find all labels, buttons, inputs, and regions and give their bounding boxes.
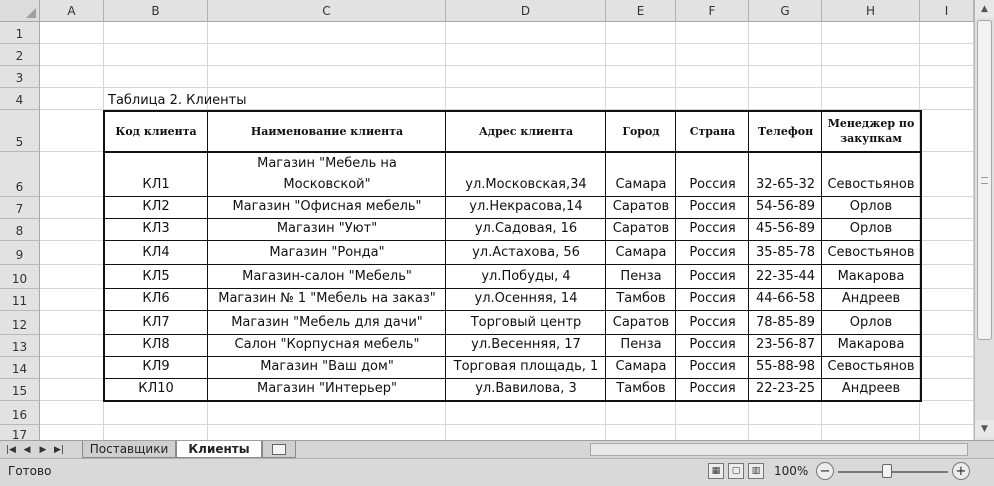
table-cell[interactable]: 54-56-89 <box>755 199 815 214</box>
table-cell[interactable]: ул.Осенняя, 14 <box>474 291 578 306</box>
cell-line: Магазин "Мебель на <box>257 155 397 171</box>
next-sheet-icon[interactable]: ▶ <box>39 444 47 455</box>
table-header-cell[interactable]: Страна <box>689 124 736 138</box>
gridline-horizontal <box>40 65 974 66</box>
table-cell[interactable]: Самара <box>615 245 667 260</box>
row-header-10[interactable]: 10 <box>0 265 40 289</box>
table-cell[interactable]: Салон "Корпусная мебель" <box>234 337 420 352</box>
table-border <box>675 110 676 401</box>
tab-clients[interactable]: Клиенты <box>176 441 262 458</box>
table-cell[interactable]: Магазин "Мебель для дачи" <box>231 315 423 330</box>
sheet-tab-bar <box>0 440 994 458</box>
zoom-level[interactable]: 100% <box>774 464 809 478</box>
table-cell[interactable]: Торговая площадь, 1 <box>453 359 599 374</box>
insert-sheet-icon <box>272 444 286 455</box>
gridline-horizontal <box>40 87 974 88</box>
table-cell[interactable]: Орлов <box>849 315 893 330</box>
table-border <box>748 110 749 401</box>
table-cell[interactable] <box>208 152 446 197</box>
table-border <box>103 151 921 153</box>
row-header-14[interactable]: 14 <box>0 357 40 379</box>
column-header-i[interactable]: I <box>920 0 974 22</box>
zoom-in-button[interactable]: + <box>952 462 970 480</box>
scroll-up-icon[interactable]: ▲ <box>975 0 994 18</box>
table-cell[interactable]: Андреев <box>841 291 901 306</box>
table-border <box>103 288 921 289</box>
row-header-11[interactable]: 11 <box>0 289 40 311</box>
column-header-f[interactable]: F <box>676 0 749 22</box>
status-text: Готово <box>8 464 52 478</box>
table-border <box>103 378 921 379</box>
table-cell[interactable]: ул.Побуды, 4 <box>481 269 571 284</box>
table-caption[interactable]: Таблица 2. Клиенты <box>108 93 247 108</box>
table-cell[interactable]: Россия <box>689 245 736 260</box>
scroll-down-icon[interactable]: ▼ <box>975 420 994 438</box>
gridline-horizontal <box>40 424 974 425</box>
table-cell[interactable]: 44-66-58 <box>755 291 815 306</box>
table-border <box>103 218 921 219</box>
table-cell[interactable]: Магазин "Ронда" <box>269 245 385 260</box>
header-line: закупкам <box>840 132 902 145</box>
table-cell[interactable]: Россия <box>689 177 736 192</box>
table-cell[interactable]: Саратов <box>612 199 670 214</box>
column-header-e[interactable]: E <box>606 0 676 22</box>
table-cell[interactable]: Самара <box>615 359 667 374</box>
insert-sheet-button[interactable] <box>262 441 296 458</box>
table-border <box>103 356 921 357</box>
table-border <box>103 240 921 241</box>
table-cell[interactable]: Андреев <box>841 381 901 396</box>
table-cell[interactable]: КЛ3 <box>142 221 170 236</box>
table-cell[interactable]: Россия <box>689 221 736 236</box>
table-cell[interactable]: 22-35-44 <box>755 269 815 284</box>
table-cell[interactable]: Макарова <box>837 337 905 352</box>
column-header-a[interactable]: A <box>40 0 104 22</box>
table-cell[interactable]: КЛ4 <box>142 245 170 260</box>
row-header-6[interactable]: 6 <box>0 152 40 197</box>
table-border <box>103 196 921 197</box>
table-cell[interactable]: Самара <box>615 177 667 192</box>
table-cell[interactable]: Магазин № 1 "Мебель на заказ" <box>218 291 436 306</box>
row-header-7[interactable]: 7 <box>0 197 40 219</box>
table-border <box>207 110 208 401</box>
zoom-out-button[interactable]: − <box>816 462 834 480</box>
table-cell[interactable]: Россия <box>689 199 736 214</box>
table-cell[interactable]: КЛ10 <box>138 381 174 396</box>
vertical-scroll-thumb[interactable] <box>977 20 992 340</box>
table-border <box>103 310 921 311</box>
table-cell[interactable]: Севостьянов <box>827 177 915 192</box>
table-cell[interactable]: ул.Вавилова, 3 <box>475 381 577 396</box>
table-cell[interactable]: ул.Некрасова,14 <box>469 199 583 214</box>
table-cell[interactable]: Орлов <box>849 221 893 236</box>
table-cell[interactable]: ул.Московская,34 <box>465 177 587 192</box>
row-header-8[interactable]: 8 <box>0 219 40 241</box>
row-header-1[interactable]: 1 <box>0 22 40 44</box>
table-border <box>445 110 446 401</box>
table-cell[interactable]: ул.Весенняя, 17 <box>471 337 581 352</box>
table-cell[interactable]: ул.Астахова, 56 <box>472 245 580 260</box>
table-cell[interactable]: Орлов <box>849 199 893 214</box>
table-cell[interactable]: Магазин "Интерьер" <box>257 381 397 396</box>
column-header-b[interactable]: B <box>104 0 208 22</box>
row-header-3[interactable]: 3 <box>0 66 40 88</box>
gridline-horizontal <box>40 43 974 44</box>
prev-sheet-icon[interactable]: ◀ <box>23 444 31 455</box>
table-cell[interactable]: Магазин "Уют" <box>276 221 378 236</box>
table-cell[interactable]: Тамбов <box>616 291 666 306</box>
table-cell[interactable]: 55-88-98 <box>755 359 815 374</box>
vertical-scrollbar[interactable] <box>974 0 994 440</box>
row-header-15[interactable]: 15 <box>0 379 40 401</box>
table-cell[interactable]: КЛ5 <box>142 269 170 284</box>
normal-view-icon[interactable]: ▦ <box>708 463 724 479</box>
table-border <box>103 400 921 402</box>
table-cell[interactable]: Тамбов <box>616 381 666 396</box>
table-cell[interactable]: Россия <box>689 337 736 352</box>
table-cell[interactable]: Магазин "Ваш дом" <box>260 359 394 374</box>
row-header-12[interactable]: 12 <box>0 311 40 335</box>
table-cell[interactable]: Россия <box>689 269 736 284</box>
table-cell[interactable]: Россия <box>689 315 736 330</box>
horizontal-scrollbar[interactable] <box>590 443 968 456</box>
tab-suppliers[interactable]: Поставщики <box>82 441 176 458</box>
table-cell[interactable]: 45-56-89 <box>755 221 815 236</box>
row-header-4[interactable]: 4 <box>0 88 40 110</box>
table-header-cell[interactable]: Код клиента <box>115 124 197 138</box>
column-header-d[interactable]: D <box>446 0 606 22</box>
table-cell[interactable]: 78-85-89 <box>755 315 815 330</box>
table-cell[interactable]: Торговый центр <box>470 315 582 330</box>
table-cell[interactable]: Севостьянов <box>827 245 915 260</box>
table-header-cell[interactable]: Наименование клиента <box>250 124 404 138</box>
table-cell[interactable]: Россия <box>689 291 736 306</box>
table-cell[interactable]: 23-56-87 <box>755 337 815 352</box>
select-all-icon <box>26 8 36 18</box>
table-header-cell[interactable]: Телефон <box>757 124 814 138</box>
last-sheet-icon[interactable]: ▶| <box>54 444 64 455</box>
table-cell[interactable]: Саратов <box>612 315 670 330</box>
cell-line: Московской" <box>283 176 371 192</box>
row-header-9[interactable]: 9 <box>0 241 40 265</box>
table-header-cell[interactable]: Адрес клиента <box>478 124 574 138</box>
row-header-13[interactable]: 13 <box>0 335 40 357</box>
table-cell[interactable]: КЛ6 <box>142 291 170 306</box>
table-cell[interactable]: Россия <box>689 381 736 396</box>
table-border <box>821 110 822 401</box>
row-header-16[interactable]: 16 <box>0 401 40 425</box>
table-cell[interactable]: 32-65-32 <box>755 177 815 192</box>
first-sheet-icon[interactable]: |◀ <box>6 444 16 455</box>
table-cell[interactable]: 35-85-78 <box>755 245 815 260</box>
row-header-17[interactable]: 17 <box>0 425 40 440</box>
status-bar <box>0 458 994 486</box>
table-cell[interactable]: КЛ9 <box>142 359 170 374</box>
page-layout-icon[interactable]: ▢ <box>728 463 744 479</box>
table-border <box>103 110 105 401</box>
select-all-button[interactable] <box>0 0 40 22</box>
header-line: Менеджер по <box>827 117 915 130</box>
column-header-g[interactable]: G <box>749 0 822 22</box>
table-cell[interactable]: Макарова <box>837 269 905 284</box>
zoom-slider[interactable] <box>838 471 948 473</box>
table-header-cell[interactable]: Город <box>622 124 660 138</box>
table-cell[interactable]: Пенза <box>620 337 662 352</box>
table-header-cell[interactable] <box>822 110 920 152</box>
table-cell[interactable]: Пенза <box>620 269 662 284</box>
zoom-slider-thumb[interactable] <box>882 464 892 478</box>
row-header-5[interactable]: 5 <box>0 110 40 152</box>
table-cell[interactable]: КЛ8 <box>142 337 170 352</box>
table-border <box>103 110 921 112</box>
table-cell[interactable]: КЛ1 <box>142 177 170 192</box>
grip-icon <box>981 177 988 184</box>
table-cell[interactable]: 22-23-25 <box>755 381 815 396</box>
table-border <box>605 110 606 401</box>
table-cell[interactable]: Россия <box>689 359 736 374</box>
table-cell[interactable]: КЛ2 <box>142 199 170 214</box>
table-border <box>920 110 922 402</box>
row-header-2[interactable]: 2 <box>0 44 40 66</box>
column-header-h[interactable]: H <box>822 0 920 22</box>
page-break-icon[interactable]: ▥ <box>748 463 764 479</box>
table-cell[interactable]: КЛ7 <box>142 315 170 330</box>
table-cell[interactable]: ул.Садовая, 16 <box>474 221 578 236</box>
table-cell[interactable]: Саратов <box>612 221 670 236</box>
table-border <box>103 264 921 265</box>
column-header-c[interactable]: C <box>208 0 446 22</box>
table-cell[interactable]: Севостьянов <box>827 359 915 374</box>
table-cell[interactable]: Магазин-салон "Мебель" <box>242 269 412 284</box>
table-cell[interactable]: Магазин "Офисная мебель" <box>232 199 422 214</box>
table-border <box>103 334 921 335</box>
